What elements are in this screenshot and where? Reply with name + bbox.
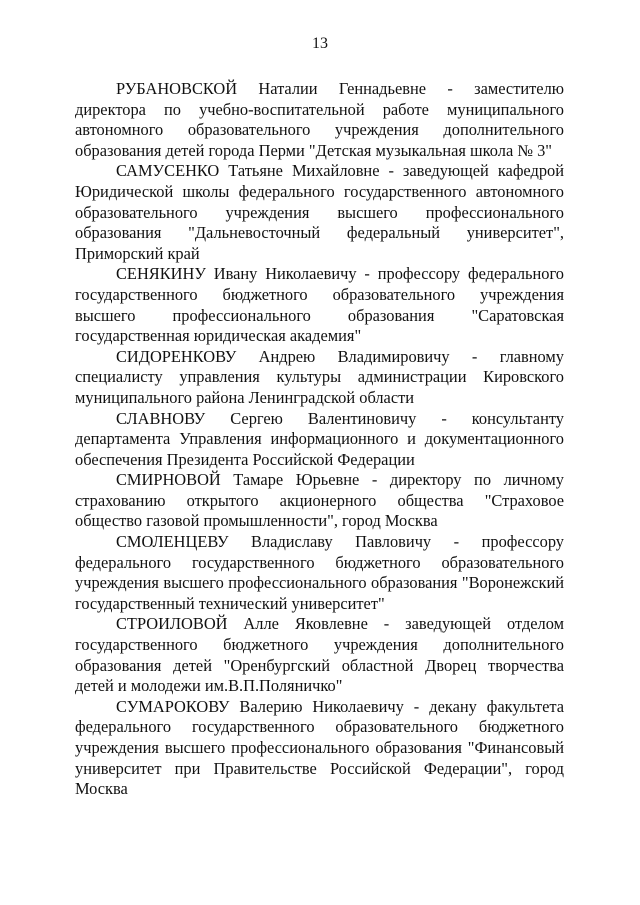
- entry-smolentsev: СМОЛЕНЦЕВУ Владиславу Павловичу - профессору федерального государственного бюджетного образовательного учреждения высшего профессионального образования "Воронежский государственный технический университет": [75, 532, 564, 613]
- entry-sumarokov: СУМАРОКОВУ Валерию Николаевичу - декану факультета федерального государственного образовательного бюджетного учреждения высшего профессионального образования "Финансовый университет при Правительстве Российской Федерации", город Москва: [75, 696, 564, 799]
- entry-senyakin: СЕНЯКИНУ Ивану Николаевичу - профессору федерального государственного бюджетного образовательного учреждения высшего профессионального образования "Саратовская государственная юридическая академия": [75, 264, 564, 346]
- document-body: [75, 79, 564, 800]
- entry-rubanovskaya: РУБАНОВСКОЙ Наталии Геннадьевне - заместителю директора по учебно-воспитательной работе муниципального автономного образовательного учреждения дополнительного образования детей города Перми "Детская музыкальная школа № 3": [75, 79, 564, 160]
- entry-stroilova: СТРОИЛОВОЙ Алле Яковлевне - заведующей отделом государственного бюджетного учреждения дополнительного образования детей "Оренбургский областной Дворец творчества детей и молодежи им.В.П.Поляничко": [75, 614, 564, 696]
- entry-samusenko: САМУСЕНКО Татьяне Михайловне - заведующей кафедрой Юридической школы федерального государственного автономного образовательного учреждения высшего профессионального образования "Дальневосточный федеральный университет", Приморский край: [75, 161, 564, 263]
- entry-slavnov: СЛАВНОВУ Сергею Валентиновичу - консультанту департамента Управления информационного и документационного обеспечения Президента Российской Федерации: [75, 408, 564, 469]
- page-number: 13: [312, 35, 328, 52]
- entry-sidorenkov: СИДОРЕНКОВУ Андрею Владимировичу - главному специалисту управления культуры администрации Кировского муниципального района Ленинградской области: [75, 346, 564, 407]
- entry-smirnova: СМИРНОВОЙ Тамаре Юрьевне - директору по личному страхованию открытого акционерного общества "Страховое общество газовой промышленности", город Москва: [75, 470, 564, 531]
